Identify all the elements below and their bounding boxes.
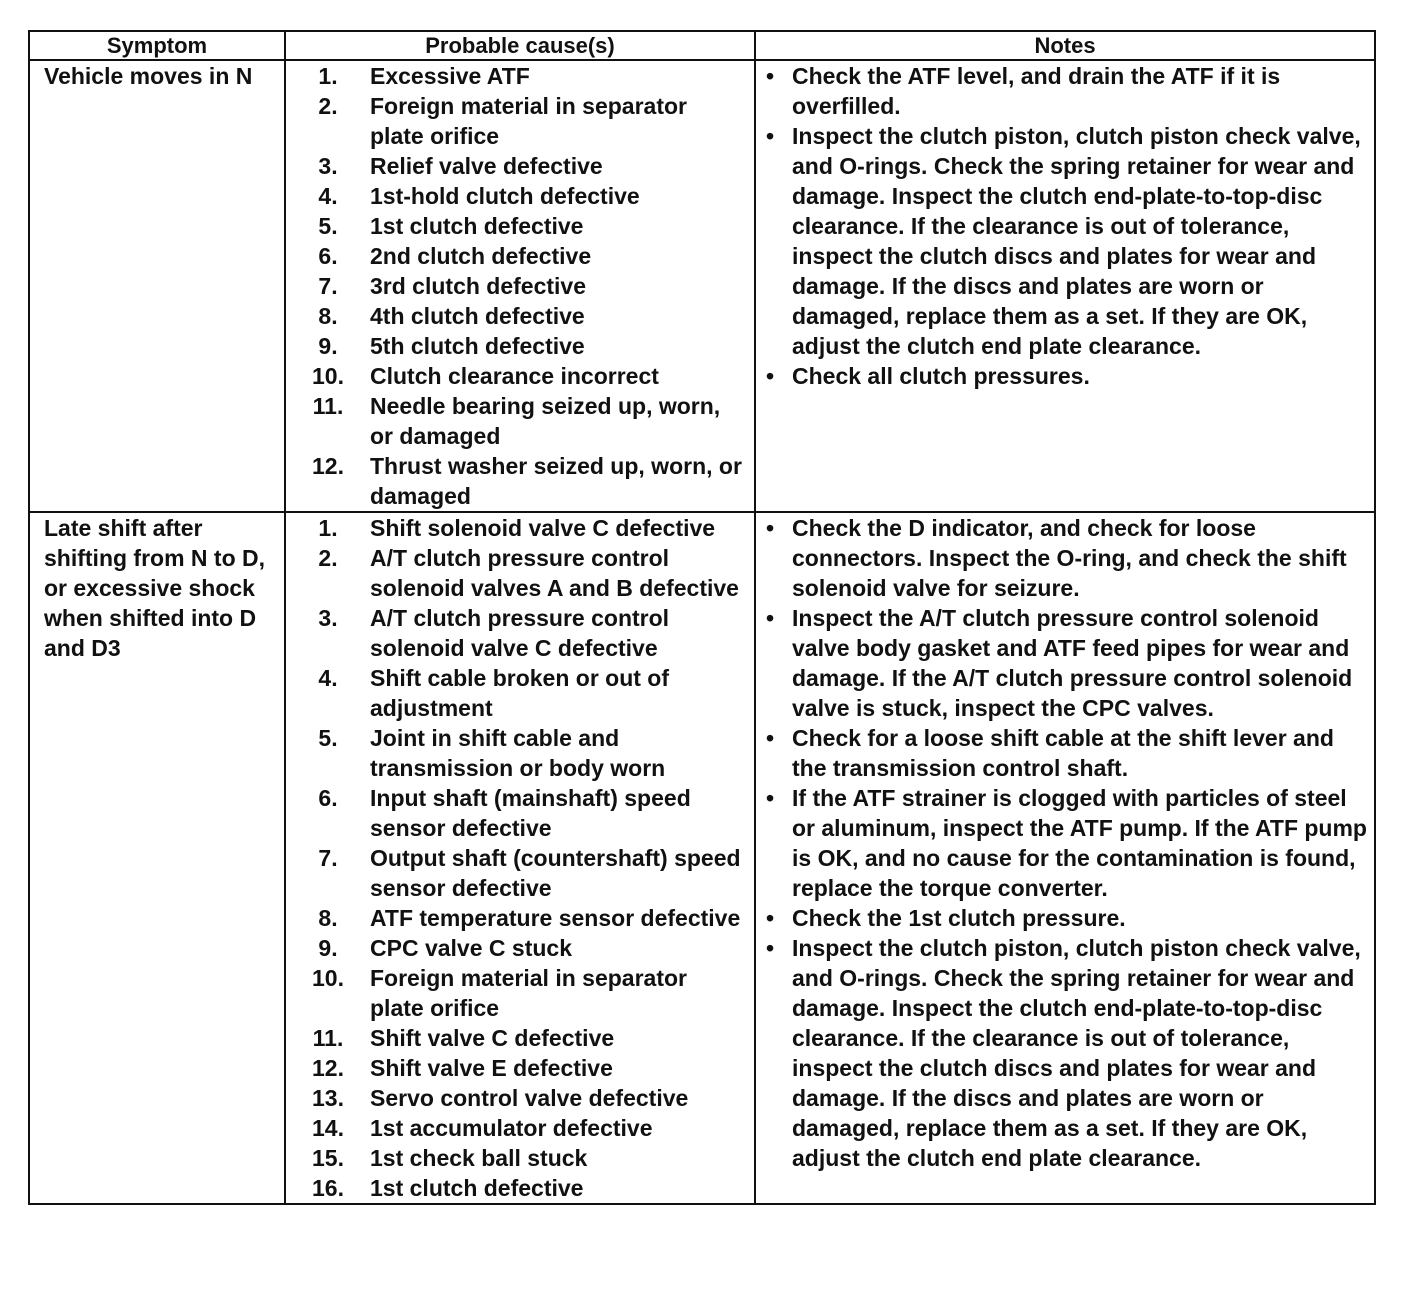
cause-item [286,241,754,271]
cause-item [286,903,754,933]
cause-item [286,211,754,241]
cause-text: 1st-hold clutch defective [370,183,640,209]
note-text: Check the D indicator, and check for loose connectors. Inspect the O-ring, and check the shift solenoid valve for seizure. [792,515,1347,601]
cause-number: 13. [312,1085,344,1111]
cause-number: 12. [312,453,344,479]
cause-item [286,391,754,451]
cause-item [286,451,754,511]
cause-text: 5th clutch defective [370,333,585,359]
cause-number: 10. [312,363,344,389]
causes-cell [285,60,755,512]
note-text: Check for a loose shift cable at the shift lever and the transmission control shaft. [792,725,1334,781]
cause-text: Shift cable broken or out of adjustment [370,665,670,721]
cause-text: Output shaft (countershaft) speed sensor defective [370,845,741,901]
notes-cell [755,60,1375,512]
cause-number: 10. [312,965,344,991]
cause-number: 11. [312,393,344,419]
cause-number: 15. [312,1145,344,1171]
cause-item [286,1113,754,1143]
cause-item [286,513,754,543]
cause-number: 8. [318,303,338,329]
note-item [766,61,1368,121]
cause-item [286,963,754,1023]
cause-number: 2. [318,545,338,571]
cause-text: ATF temperature sensor defective [370,905,741,931]
note-text: Inspect the clutch piston, clutch piston check valve, and O-rings. Check the spring retainer for wear and damage. Inspect the clutch end-plate-to-top-disc clearance. If the clearance is out of tolerance, inspect the clutch discs and plates for wear and damage. If the discs and plates are worn or damaged, replace them as a set. If they are OK, adjust the clutch end plate clearance. [792,935,1361,1171]
cause-item [286,843,754,903]
note-item [766,361,1368,391]
bullet-icon: • [766,515,775,541]
cause-number: 6. [318,785,338,811]
cause-number: 2. [318,93,338,119]
note-text: Inspect the clutch piston, clutch piston check valve, and O-rings. Check the spring retainer for wear and damage. Inspect the clutch end-plate-to-top-disc clearance. If the clearance is out of tolerance, inspect the clutch discs and plates for wear and damage. If the discs and plates are worn or damaged, replace them as a set. If they are OK, adjust the clutch end plate clearance. [792,123,1361,359]
cause-text: Shift solenoid valve C defective [370,515,716,541]
cause-text: Excessive ATF [370,63,530,89]
cause-number: 9. [318,333,338,359]
note-item [766,783,1368,903]
note-item [766,903,1368,933]
cause-item [286,543,754,603]
bullet-icon: • [766,363,775,389]
note-text: If the ATF strainer is clogged with particles of steel or aluminum, inspect the ATF pump. If the ATF pump is OK, and no cause for the contamination is found, replace the torque converter. [792,785,1367,901]
cause-item [286,1023,754,1053]
note-item [766,121,1368,361]
cause-number: 9. [318,935,338,961]
cause-item [286,603,754,663]
note-text: Check all clutch pressures. [792,363,1090,389]
cause-number: 16. [312,1175,344,1201]
cause-item [286,783,754,843]
cause-number: 6. [318,243,338,269]
cause-text: Relief valve defective [370,153,603,179]
troubleshooting-table [28,30,1376,1205]
bullet-icon: • [766,905,775,931]
cause-text: Shift valve E defective [370,1055,613,1081]
cause-item [286,271,754,301]
cause-number: 7. [318,273,338,299]
note-item [766,933,1368,1173]
cause-text: Input shaft (mainshaft) speed sensor defective [370,785,691,841]
cause-item [286,151,754,181]
cause-text: 4th clutch defective [370,303,585,329]
cause-text: 3rd clutch defective [370,273,587,299]
symptom-cell: Vehicle moves in N [29,60,285,512]
cause-item [286,1083,754,1113]
causes-cell [285,512,755,1204]
header-notes: Notes [755,31,1375,60]
header-symptom: Symptom [29,31,285,60]
cause-text: 2nd clutch defective [370,243,592,269]
cause-text: 1st clutch defective [370,1175,584,1201]
cause-number: 14. [312,1115,344,1141]
table-row [29,60,1375,512]
note-item [766,513,1368,603]
cause-number: 4. [318,665,338,691]
bullet-icon: • [766,725,775,751]
cause-number: 3. [318,153,338,179]
cause-text: 1st accumulator defective [370,1115,653,1141]
cause-text: Needle bearing seized up, worn, or damaged [370,393,721,449]
cause-number: 3. [318,605,338,631]
cause-number: 5. [318,725,338,751]
table-body [29,60,1375,1204]
note-text: Inspect the A/T clutch pressure control solenoid valve body gasket and ATF feed pipes for wear and damage. If the A/T clutch pressure control solenoid valve is stuck, inspect the CPC valves. [792,605,1353,721]
cause-number: 11. [312,1025,344,1051]
cause-item [286,933,754,963]
cause-text: Servo control valve defective [370,1085,689,1111]
cause-number: 12. [312,1055,344,1081]
bullet-icon: • [766,785,775,811]
cause-number: 5. [318,213,338,239]
note-item [766,603,1368,723]
cause-text: Joint in shift cable and transmission or body worn [370,725,666,781]
cause-text: Thrust washer seized up, worn, or damaged [370,453,742,509]
cause-text: Shift valve C defective [370,1025,615,1051]
cause-item [286,723,754,783]
cause-item [286,663,754,723]
cause-number: 7. [318,845,338,871]
cause-text: Clutch clearance incorrect [370,363,659,389]
cause-item [286,1053,754,1083]
table-row [29,512,1375,1204]
cause-number: 1. [318,515,338,541]
header-row [29,31,1375,60]
cause-text: Foreign material in separator plate orifice [370,93,687,149]
bullet-icon: • [766,935,775,961]
cause-text: Foreign material in separator plate orifice [370,965,687,1021]
cause-item [286,331,754,361]
cause-number: 4. [318,183,338,209]
cause-item [286,181,754,211]
bullet-icon: • [766,605,775,631]
cause-item [286,301,754,331]
cause-text: 1st check ball stuck [370,1145,588,1171]
notes-cell [755,512,1375,1204]
cause-text: A/T clutch pressure control solenoid valve C defective [370,605,670,661]
cause-item [286,1143,754,1173]
cause-item [286,61,754,91]
cause-number: 8. [318,905,338,931]
bullet-icon: • [766,63,775,89]
cause-item [286,361,754,391]
cause-text: A/T clutch pressure control solenoid valves A and B defective [370,545,739,601]
cause-item [286,91,754,151]
note-text: Check the 1st clutch pressure. [792,905,1126,931]
cause-number: 1. [318,63,338,89]
symptom-cell: Late shift after shifting from N to D, or excessive shock when shifted into D and D3 [29,512,285,1204]
note-item [766,723,1368,783]
cause-text: CPC valve C stuck [370,935,572,961]
note-text: Check the ATF level, and drain the ATF if it is overfilled. [792,63,1281,119]
cause-item [286,1173,754,1203]
header-probable-causes: Probable cause(s) [285,31,755,60]
cause-text: 1st clutch defective [370,213,584,239]
bullet-icon: • [766,123,775,149]
